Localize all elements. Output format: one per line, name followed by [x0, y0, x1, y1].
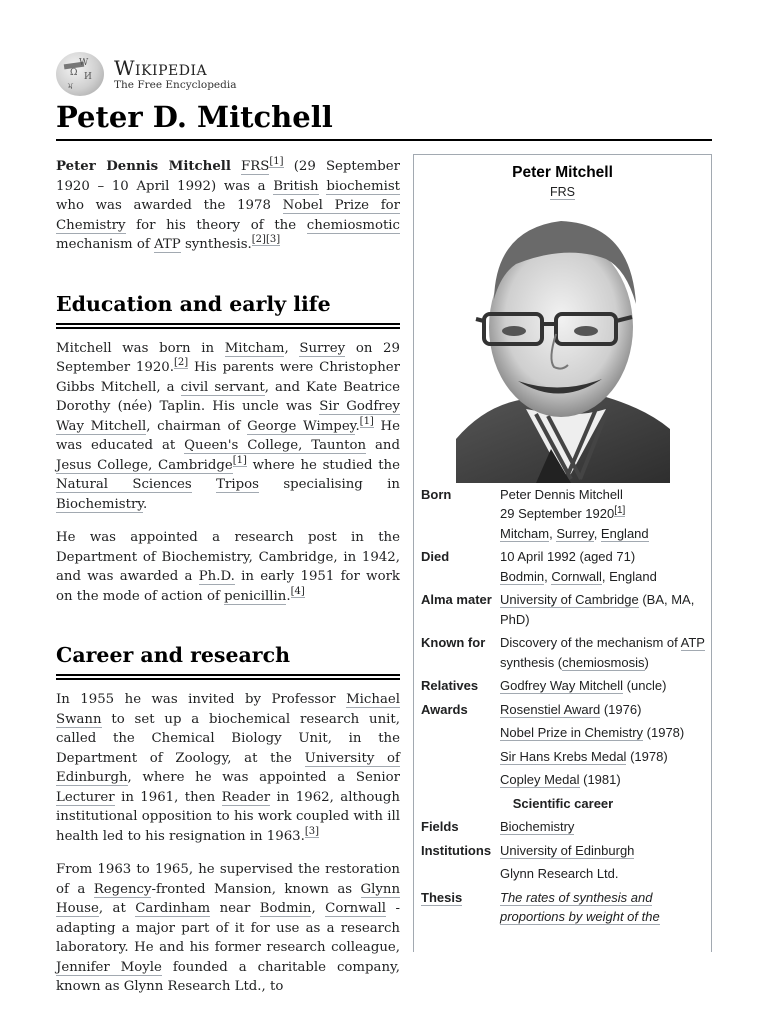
- link-surrey[interactable]: Surrey: [556, 525, 594, 541]
- infobox-rows: [414, 485, 711, 927]
- link-chemiosmotic[interactable]: chemiosmotic: [306, 217, 400, 233]
- link-university-of-edinburgh[interactable]: University of Edinburgh: [56, 750, 400, 785]
- row-awards: Awards Rosenstiel Award (1976) Nobel Prize in Chemistry (1978) Sir Hans Krebs Medal (1978) Copley Medal (1981): [421, 701, 685, 787]
- page: [56, 52, 712, 1011]
- ref-link[interactable]: [1]: [614, 505, 626, 516]
- row-born: Born Peter Dennis Mitchell 29 September 1920[1] Mitcham, Surrey, England: [421, 486, 649, 541]
- link-reader[interactable]: Reader: [221, 789, 271, 805]
- link-nobel-prize[interactable]: Nobel Prize for Chemistry: [56, 198, 400, 233]
- link-phd[interactable]: Ph.D.: [198, 569, 235, 584]
- row-relatives: Relatives Godfrey Way Mitchell (uncle): [421, 678, 667, 693]
- paragraph: In 1955 he was invited by Professor Michael Swann to set up a biochemical research unit, called the Chemical Biology Unit, in the Department of Zoology, at the University of Edinburgh, where he was appointed a Senior Lecturer in 1961, then Reader in 1962, although institutional opposition to his work coupled with ill health led to his resignation in 1963.[3]: [56, 692, 400, 844]
- site-header: [56, 52, 712, 96]
- infobox: [413, 154, 712, 952]
- site-name: Wikipedia: [114, 55, 208, 80]
- paragraph: He was appointed a research post in the Department of Biochemistry, Cambridge, in 1942, and was awarded a Ph.D. in early 1951 for work on the mode of action of penicillin.[4]: [56, 530, 400, 604]
- site-brand[interactable]: [114, 55, 237, 91]
- link-lecturer[interactable]: Lecturer: [56, 789, 115, 805]
- link-cardinham[interactable]: Cardinham: [135, 901, 211, 916]
- link-university-of-edinburgh[interactable]: University of Edinburgh: [500, 842, 635, 858]
- section-heading-education: Education and early life: [56, 291, 400, 325]
- link-chemiosmosis[interactable]: chemiosmosis: [562, 654, 645, 670]
- link-hans-krebs-medal[interactable]: Sir Hans Krebs Medal: [500, 748, 627, 764]
- bold-name: Peter Dennis Mitchell: [56, 159, 231, 174]
- ref-link[interactable]: [3]: [265, 234, 281, 245]
- link-atp[interactable]: ATP: [154, 237, 181, 252]
- link-thesis-title[interactable]: The rates of synthesis and proportions by weight of the: [500, 889, 660, 924]
- ref-link[interactable]: [1]: [269, 156, 284, 167]
- ref-link[interactable]: [3]: [304, 825, 320, 837]
- row-institutions: Institutions University of Edinburgh Glynn Research Ltd.: [421, 842, 635, 881]
- link-michael-swann[interactable]: Michael Swann: [56, 692, 400, 727]
- link-cornwall[interactable]: Cornwall: [325, 901, 387, 916]
- row-died: Died 10 April 1992 (aged 71) Bodmin, Cornwall, England: [421, 549, 657, 584]
- link-university-of-cambridge[interactable]: University of Cambridge: [500, 592, 639, 607]
- link-cornwall[interactable]: Cornwall: [551, 568, 602, 584]
- link-penicillin[interactable]: penicillin: [224, 588, 287, 604]
- link-surrey[interactable]: Surrey: [299, 340, 346, 356]
- link-copley-medal[interactable]: Copley Medal: [500, 772, 580, 787]
- article-content: [56, 157, 712, 997]
- link-civil-servant[interactable]: civil servant: [180, 379, 265, 395]
- link-godfrey-way-mitchell[interactable]: Godfrey Way Mitchell: [500, 678, 624, 693]
- link-frs[interactable]: FRS: [241, 159, 270, 174]
- link-british[interactable]: British: [273, 178, 319, 194]
- link-tripos[interactable]: Tripos: [216, 477, 259, 492]
- row-alma-mater: Alma mater University of Cambridge (BA, MA, PhD): [421, 592, 695, 627]
- site-tagline: The Free Encyclopedia: [114, 78, 237, 91]
- link-thesis[interactable]: Thesis: [421, 889, 463, 905]
- row-fields: Fields Biochemistry: [421, 819, 575, 834]
- section-heading-career: Career and research: [56, 642, 400, 676]
- page-title: Peter D. Mitchell: [56, 99, 712, 141]
- link-frs[interactable]: FRS: [550, 185, 575, 199]
- link-rosenstiel-award[interactable]: Rosenstiel Award: [500, 701, 601, 717]
- link-jennifer-moyle[interactable]: Jennifer Moyle: [56, 959, 162, 975]
- ref-link[interactable]: [2]: [251, 234, 266, 245]
- link-bodmin[interactable]: Bodmin: [500, 568, 545, 584]
- link-bodmin[interactable]: Bodmin: [259, 901, 312, 916]
- infobox-title: Peter Mitchell: [512, 164, 613, 181]
- link-mitcham[interactable]: Mitcham: [500, 525, 550, 541]
- paragraph: Mitchell was born in Mitcham, Surrey on 29 September 1920.[2] His parents were Christopher Gibbs Mitchell, a civil servant, and Kate Beatrice Dorothy (née) Taplin. His uncle was Sir Godfrey Way Mitchell, chairman of George Wimpey.[1] He was educated at Queen's College, Taunton and Jesus College, Cambridge[1] where he studied the Natural Sciences Tripos specialising in Biochemistry.: [56, 340, 401, 512]
- link-natural-sciences[interactable]: Natural Sciences: [56, 477, 192, 492]
- link-glynn-house[interactable]: Glynn House: [56, 881, 401, 916]
- link-godfrey-mitchell[interactable]: Sir Godfrey Way Mitchell: [56, 399, 400, 434]
- link-jesus-college[interactable]: Jesus College, Cambridge: [56, 457, 233, 473]
- link-george-wimpey[interactable]: George Wimpey: [247, 418, 356, 434]
- ref-link[interactable]: [1]: [232, 454, 247, 466]
- row-thesis: [421, 888, 705, 927]
- link-biochemist[interactable]: biochemist: [326, 178, 400, 194]
- link-mitcham[interactable]: Mitcham: [224, 340, 285, 356]
- wikipedia-globe-icon[interactable]: Ω И ম W: [56, 52, 104, 96]
- ref-link[interactable]: [4]: [290, 585, 305, 597]
- article-body: [56, 157, 400, 997]
- link-atp[interactable]: ATP: [680, 635, 705, 650]
- link-biochemistry[interactable]: Biochemistry: [56, 496, 144, 512]
- row-known-for: Known for Discovery of the mechanism of ATP synthesis (chemiosmosis): [421, 635, 705, 670]
- ref-link[interactable]: [1]: [359, 415, 374, 427]
- portrait-photo[interactable]: [456, 209, 670, 483]
- ref-link[interactable]: [2]: [173, 357, 189, 368]
- paragraph: From 1963 to 1965, he supervised the restoration of a Regency-fronted Mansion, known as Glynn House, at Cardinham near Bodmin, Cornwall - adapting a major part of it for use as a research laboratory. He and his former research colleague, Jennifer Moyle founded a charitable company, known as Glynn Research Ltd., to: [56, 862, 401, 994]
- infobox-section-scientific-career: Scientific career: [512, 795, 614, 811]
- link-england[interactable]: England: [600, 525, 649, 541]
- link-queens-college[interactable]: Queen's College, Taunton: [184, 438, 367, 453]
- link-biochemistry[interactable]: Biochemistry: [500, 819, 575, 834]
- link-regency[interactable]: Regency: [93, 881, 152, 897]
- link-nobel-prize-chemistry[interactable]: Nobel Prize in Chemistry: [500, 725, 644, 740]
- lead-paragraph: Peter Dennis Mitchell FRS[1] (29 September 1920 – 10 April 1992) was a British biochemist who was awarded the 1978 Nobel Prize for Chemistry for his theory of the chemiosmotic mechanism of ATP synthesis.[2][3]: [56, 156, 400, 252]
